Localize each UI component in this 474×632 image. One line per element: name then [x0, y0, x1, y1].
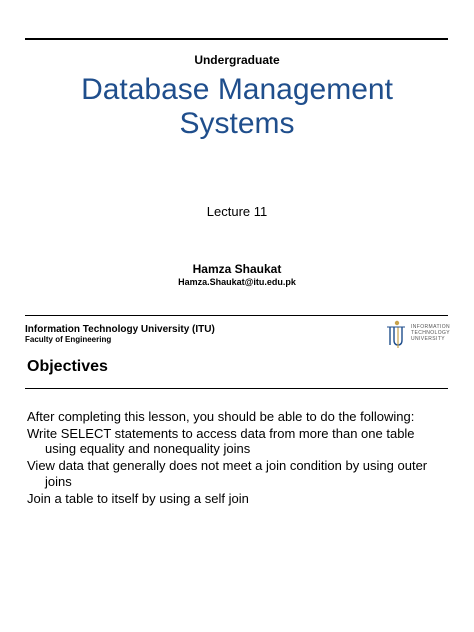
- lecture-number: Lecture 11: [206, 204, 268, 219]
- author-name: Hamza Shaukat: [192, 262, 282, 276]
- logo-word-1: INFORMATION: [411, 324, 451, 330]
- course-title: [0, 73, 474, 141]
- objectives-list: [27, 409, 437, 507]
- logo-word-2: TECHNOLOGY: [411, 330, 451, 336]
- faculty-name: Faculty of Engineering: [25, 335, 112, 344]
- list-item: After completing this lesson, you should be able to do the following:: [27, 409, 415, 424]
- objectives-heading: Objectives: [27, 358, 108, 375]
- author-email: Hamza.Shaukat@itu.edu.pk: [178, 277, 296, 287]
- university-name: Information Technology University (ITU): [25, 324, 215, 335]
- course-title-line-1: Database Management: [81, 73, 393, 106]
- itu-logo-wordmark: [411, 324, 450, 342]
- list-item: Write SELECT statements to access data from more than one table using equality and nonequality joins: [27, 425, 415, 457]
- top-divider: [25, 38, 448, 40]
- list-item: View data that generally does not meet a join condition by using outer joins: [27, 458, 428, 489]
- course-title-line-2: Systems: [179, 107, 295, 140]
- logo-word-3: UNIVERSITY: [411, 336, 446, 342]
- footer-divider: [25, 315, 448, 316]
- objectives-divider: [25, 388, 448, 389]
- course-level: Undergraduate: [194, 53, 280, 67]
- list-item: Join a table to itself by using a self join: [27, 490, 249, 506]
